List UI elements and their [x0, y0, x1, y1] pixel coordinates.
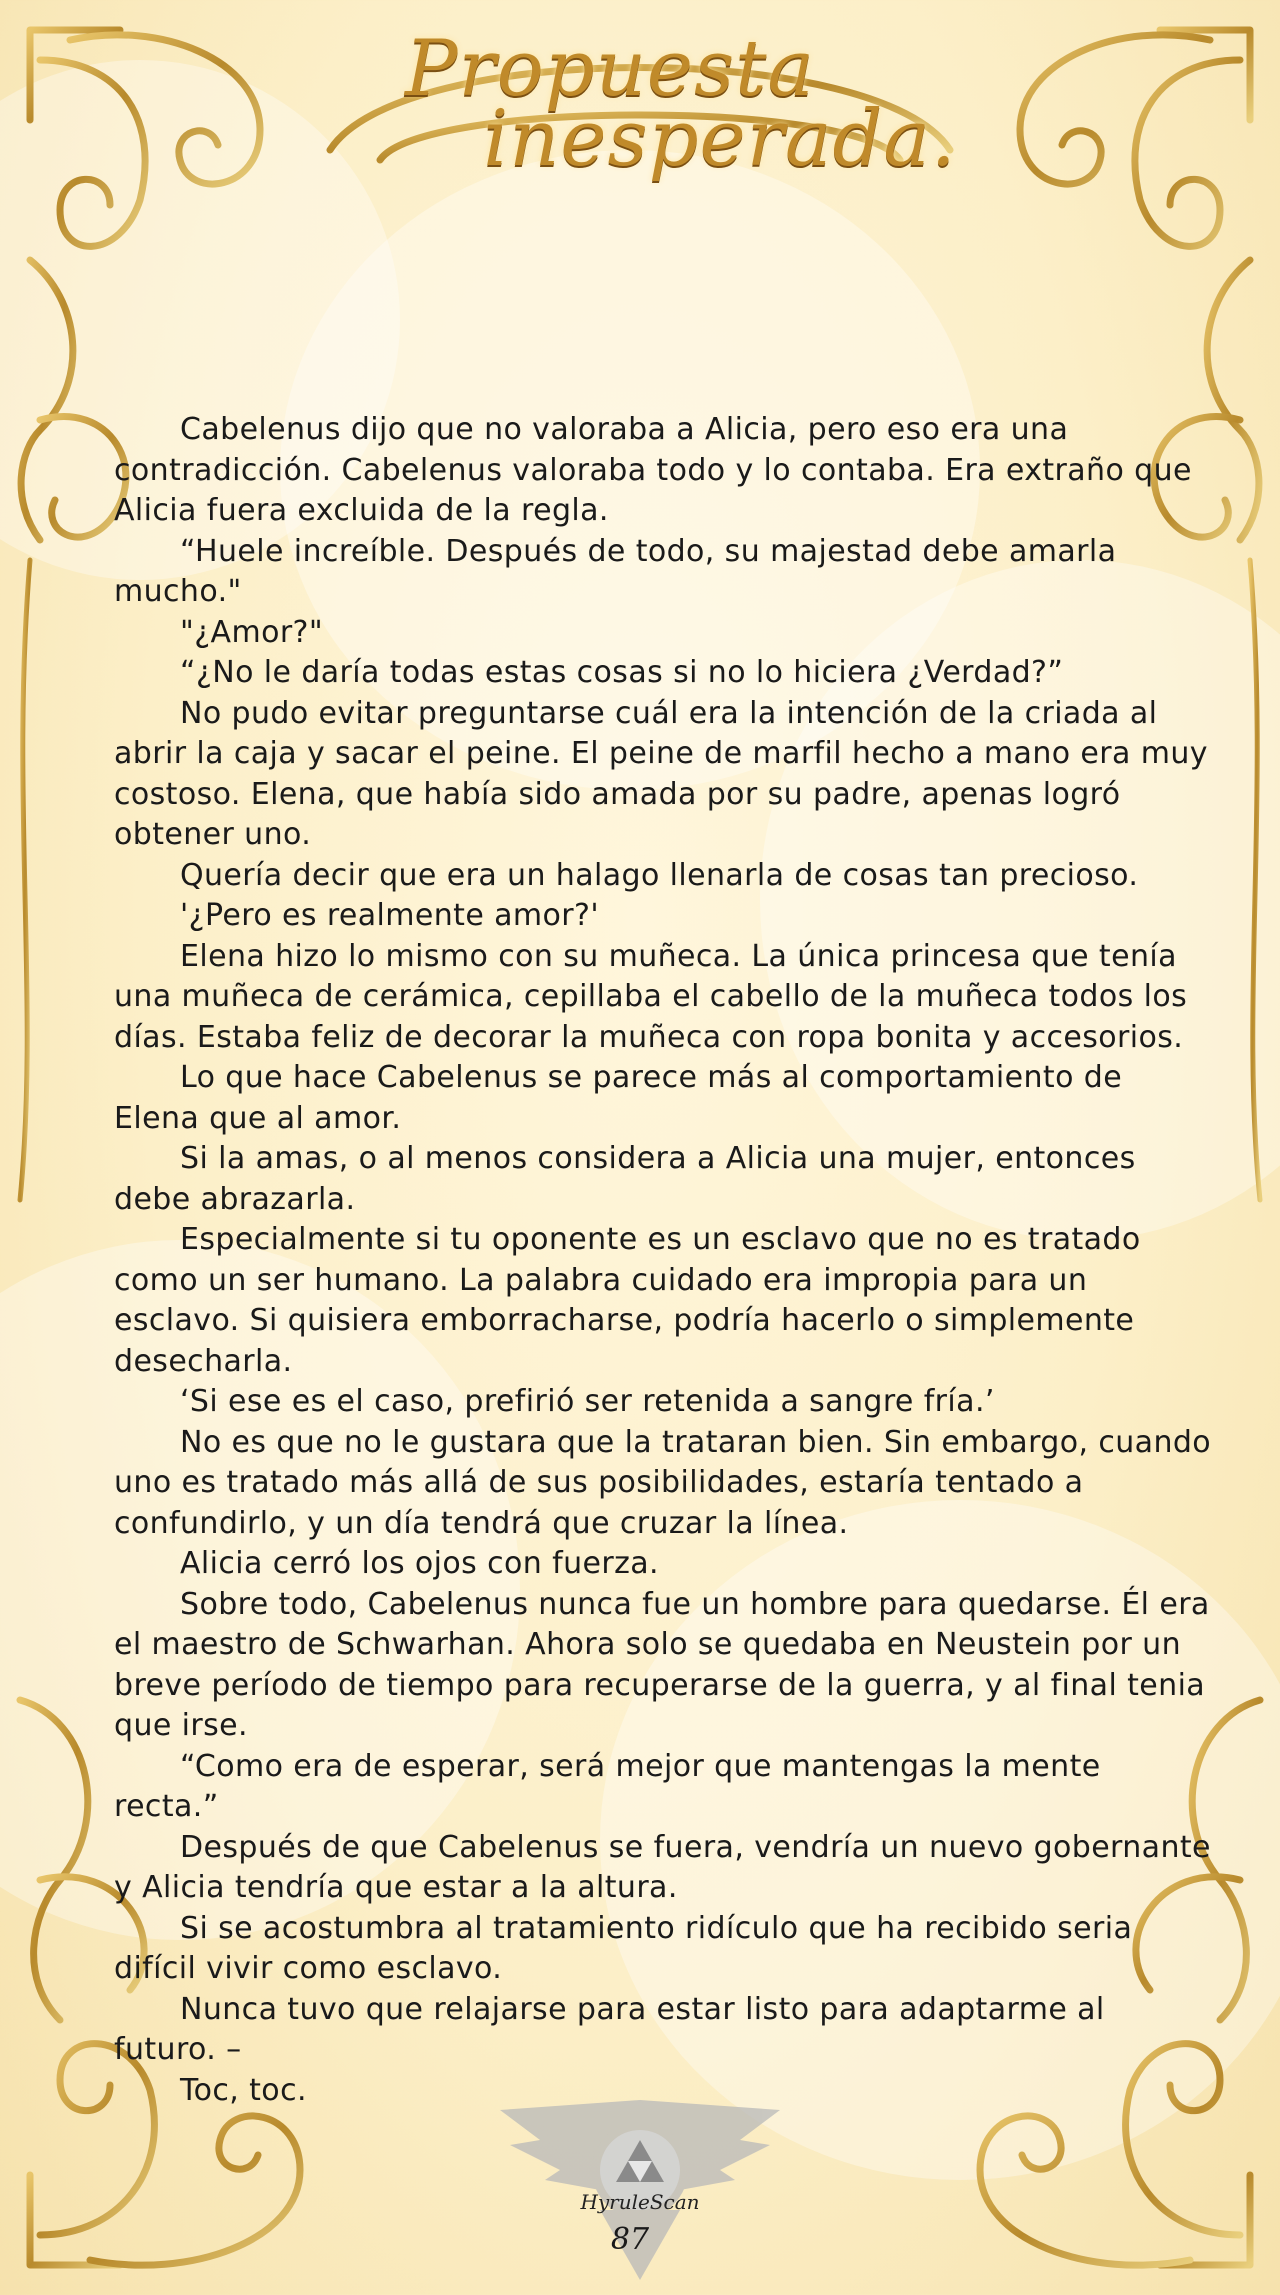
paragraph: Si se acostumbra al tratamiento ridículo que ha recibido seria difícil vivir como esclavo.	[114, 1910, 1133, 1986]
page-number: 87	[610, 2222, 650, 2257]
paragraph: “Huele increíble. Después de todo, su majestad debe amarla mucho."	[114, 533, 1117, 609]
paragraph: '¿Pero es realmente amor?'	[180, 898, 600, 933]
paragraph: Sobre todo, Cabelenus nunca fue un hombre para quedarse. Él era el maestro de Schwarhan. Ahora solo se quedaba en Neustein por un breve período de tiempo para recuperarse de la guerra, y al final tenia que irse.	[114, 1586, 1210, 1743]
paragraph: Toc, toc.	[180, 2072, 307, 2108]
paragraph: Elena hizo lo mismo con su muñeca. La única princesa que tenía una muñeca de cerámica, cepillaba el cabello de la muñeca todos los días. Estaba feliz de decorar la muñeca con ropa bonita y accesorios.	[114, 938, 1188, 1055]
paragraph: Después de que Cabelenus se fuera, vendría un nuevo gobernante y Alicia tendría que estar a la altura.	[114, 1829, 1211, 1905]
paragraph: No pudo evitar preguntarse cuál era la intención de la criada al abrir la caja y sacar el peine. El peine de marfil hecho a mano era muy costoso. Elena, que había sido amada por su padre, apenas logró obtener uno.	[114, 695, 1208, 852]
paragraph: No es que no le gustara que la trataran bien. Sin embargo, cuando uno es tratado más allá de sus posibilidades, estaría tentado a confundirlo, y un día tendrá que cruzar la línea.	[114, 1424, 1212, 1541]
page-title	[0, 24, 1280, 184]
paragraph: "¿Amor?"	[180, 614, 324, 650]
paragraph: ‘Si ese es el caso, prefirió ser retenida a sangre fría.’	[180, 1384, 995, 1419]
paragraph: Especialmente si tu oponente es un esclavo que no es tratado como un ser humano. La palabra cuidado era impropia para un esclavo. Si quisiera emborracharse, podría hacerlo o simplemente desecharla.	[114, 1222, 1141, 1379]
paragraph: Si la amas, o al menos considera a Alicia una mujer, entonces debe abrazarla.	[114, 1141, 1136, 1217]
paragraph: Nunca tuvo que relajarse para estar listo para adaptarme al futuro. –	[114, 1991, 1105, 2067]
scanlation-brand: HyruleScan	[580, 2190, 700, 2214]
story-text	[114, 410, 1214, 2111]
paragraph: Quería decir que era un halago llenarla de cosas tan precioso.	[180, 857, 1139, 893]
title-line-1: Propuesta	[405, 24, 815, 114]
paragraph: Lo que hace Cabelenus se parece más al comportamiento de Elena que al amor.	[114, 1060, 1123, 1136]
paragraph: Alicia cerró los ojos con fuerza.	[180, 1546, 659, 1581]
paragraph: “Como era de esperar, será mejor que mantengas la mente recta.”	[114, 1748, 1101, 1824]
paragraph: Cabelenus dijo que no valoraba a Alicia, pero eso era una contradicción. Cabelenus valoraba todo y lo contaba. Era extraño que Alicia fuera excluida de la regla.	[114, 412, 1192, 528]
title-line-2: inesperada.	[483, 94, 957, 184]
paragraph: “¿No le daría todas estas cosas si no lo hiciera ¿Verdad?”	[180, 655, 1064, 690]
